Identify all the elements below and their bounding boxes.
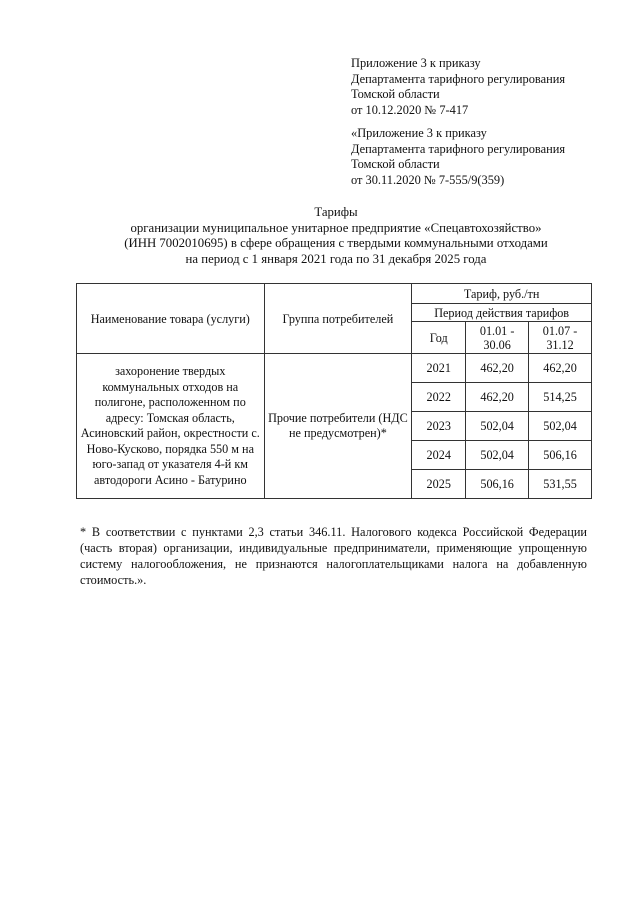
document-title [70,205,602,267]
tariff-h1-cell: 502,04 [466,441,529,470]
header-year: Год [412,322,466,354]
title-line: организации муниципальное унитарное предприятие «Спецавтохозяйство» [130,220,542,235]
tariff-h2-cell: 502,04 [529,412,592,441]
annex-previous-line: «Приложение 3 к приказу [351,126,487,140]
tariff-h2-cell: 514,25 [529,383,592,412]
annex-previous-header [351,126,565,188]
table-row [77,354,592,383]
tariff-h2-cell: 531,55 [529,470,592,499]
annex-current-line: Приложение 3 к приказу [351,56,481,70]
title-line: на период с 1 января 2021 года по 31 декабря 2025 года [185,251,487,266]
annex-current-line: от 10.12.2020 № 7-417 [351,102,469,117]
header-service: Наименование товара (услуги) [77,284,265,354]
tariff-h1-cell: 462,20 [466,354,529,383]
tariff-h2-cell: 462,20 [529,354,592,383]
header-tariff: Тариф, руб./тн [412,284,592,304]
header-half2: 01.07 - 31.12 [529,322,592,354]
year-cell: 2024 [412,441,466,470]
year-cell: 2021 [412,354,466,383]
annex-current-line: Департамента тарифного регулирования [351,71,566,86]
year-cell: 2022 [412,383,466,412]
title-heading: Тарифы [314,205,358,219]
tariff-table [76,283,592,499]
title-line: (ИНН 7002010695) в сфере обращения с твердыми коммунальными отходами [124,236,548,250]
annex-current-line: Томской области [351,87,440,101]
annex-previous-line: Томской области [351,157,440,171]
header-half1: 01.01 - 30.06 [466,322,529,354]
group-cell: Прочие потребители (НДС не предусмотрен)* [264,354,412,499]
header-group: Группа потребителей [264,284,412,354]
tariff-h1-cell: 502,04 [466,412,529,441]
annex-previous-line: от 30.11.2020 № 7-555/9(359) [351,172,505,187]
annex-previous-line: Департамента тарифного регулирования [351,141,566,156]
annex-current-header [351,56,565,118]
footnote: * В соответствии с пунктами 2,3 статьи 346.11. Налогового кодекса Российской Федерации (часть вторая) организации, индивидуальные предприниматели, применяющие упрощенную систему налогообложения, не признаются налогоплательщиками налога на добавленную стоимость.». [80,525,587,587]
tariff-h2-cell: 506,16 [529,441,592,470]
year-cell: 2025 [412,470,466,499]
year-cell: 2023 [412,412,466,441]
header-period: Период действия тарифов [412,304,592,322]
tariff-h1-cell: 506,16 [466,470,529,499]
tariff-h1-cell: 462,20 [466,383,529,412]
service-cell: захоронение твердых коммунальных отходов на полигоне, расположенном по адресу: Томская область, Асиновский район, окрестности с. Ново-Кусково, порядка 550 м на юго-запад от указателя 4-й км автодороги Асино - Батурино [77,354,265,499]
